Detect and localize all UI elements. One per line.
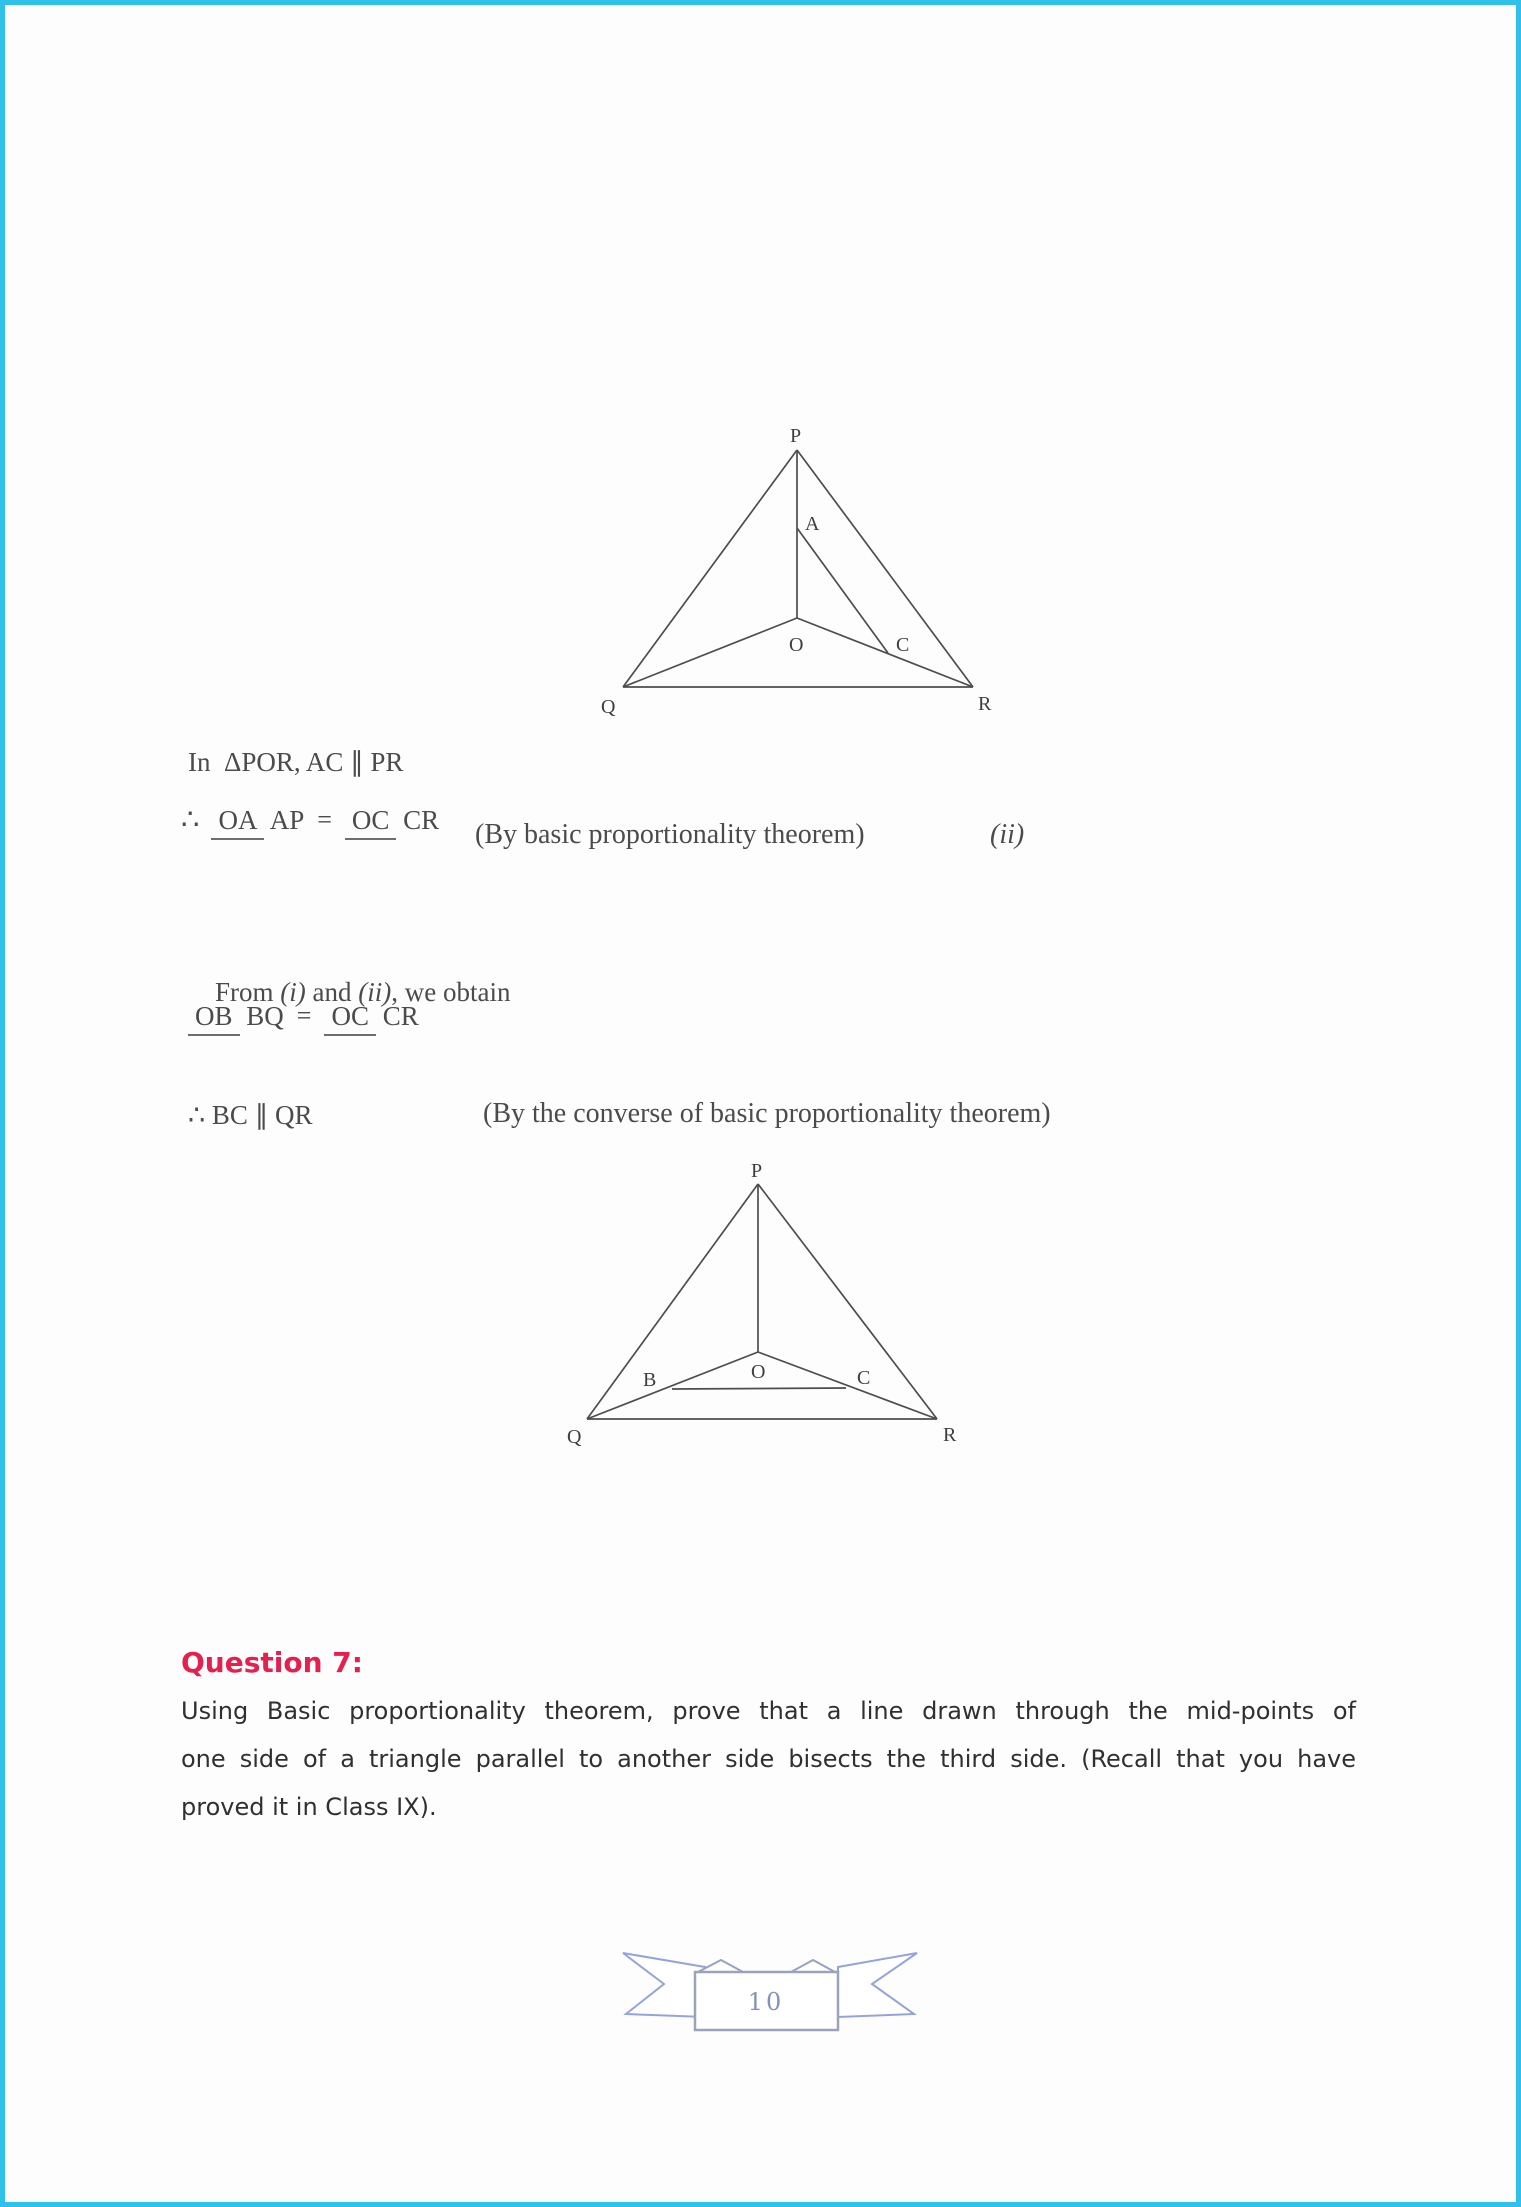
reason-converse-bpt: (By the converse of basic proportionality theorem) [483,1098,1051,1129]
question-heading: Question 7: [181,1646,363,1679]
diagram-triangle-1 [565,405,1025,725]
diagram-triangle-2 [545,1145,985,1455]
fraction-oa-ap [211,804,304,836]
equals-sign: = [317,804,332,834]
question-text-line: Using Basic proportionality theorem, prove that a line drawn through the mid-points of [181,1697,1356,1725]
denominator: BQ [246,1001,284,1031]
vertex-label-R: R [943,1424,957,1446]
vertex-label-C: C [896,634,910,656]
marker-ii: (ii) [358,977,392,1007]
marker-i: (i) [280,977,306,1007]
line-PQ [587,1184,758,1419]
denominator: CR [382,1001,419,1031]
vertex-label-R: R [978,693,992,715]
page-number: 10 [747,1988,785,2016]
ribbon-right-fold [791,1960,835,1972]
line-BC [672,1388,846,1389]
vertex-label-P: P [790,425,802,447]
equation-oa-ap [181,802,439,837]
line-OR [758,1352,937,1419]
statement-in-triangle: In ΔPOR, AC ∥ PR [188,747,404,777]
line-AC [797,528,888,653]
line-OQ [587,1352,758,1419]
from-prefix: From [215,977,281,1007]
ribbon-left-wing [623,1953,705,2017]
vertex-label-A: A [805,513,820,535]
vertex-label-P: P [751,1160,763,1182]
question-text-line: one side of a triangle parallel to another side bisects the third side. (Recall that you have [181,1745,1356,1773]
therefore-symbol: ∴ [181,804,200,836]
page-number-ribbon [605,1940,935,2050]
fraction-oc-cr-2 [324,1000,418,1032]
conclusion-bc-parallel-qr: ∴ BC ∥ QR [188,1100,313,1130]
from-middle: and [305,977,359,1007]
denominator: CR [403,804,440,835]
fraction-oc-cr [345,804,439,836]
from-suffix: , we obtain [391,977,511,1007]
reason-bpt: (By basic proportionality theorem) [475,819,865,850]
numerator: OC [345,805,397,840]
vertex-label-O: O [789,634,804,656]
equation-ob-bq [188,1000,419,1032]
ribbon-right-wing [838,1953,917,2017]
vertex-label-Q: Q [567,1426,582,1448]
vertex-label-O: O [751,1361,766,1383]
line-PQ [623,450,797,687]
numerator: OC [324,1001,376,1036]
question-text-line: proved it in Class IX). [181,1793,437,1821]
equals-sign: = [296,1001,312,1030]
vertex-label-B: B [643,1369,657,1391]
line-PR [758,1184,937,1419]
denominator: AP [269,804,305,835]
vertex-label-Q: Q [601,696,616,718]
vertex-label-C: C [857,1367,871,1389]
numerator: OA [211,805,264,840]
equation-marker-ii: (ii) [990,819,1025,850]
line-PR [797,450,973,687]
fraction-ob-bq [188,1000,284,1032]
numerator: OB [188,1001,240,1036]
